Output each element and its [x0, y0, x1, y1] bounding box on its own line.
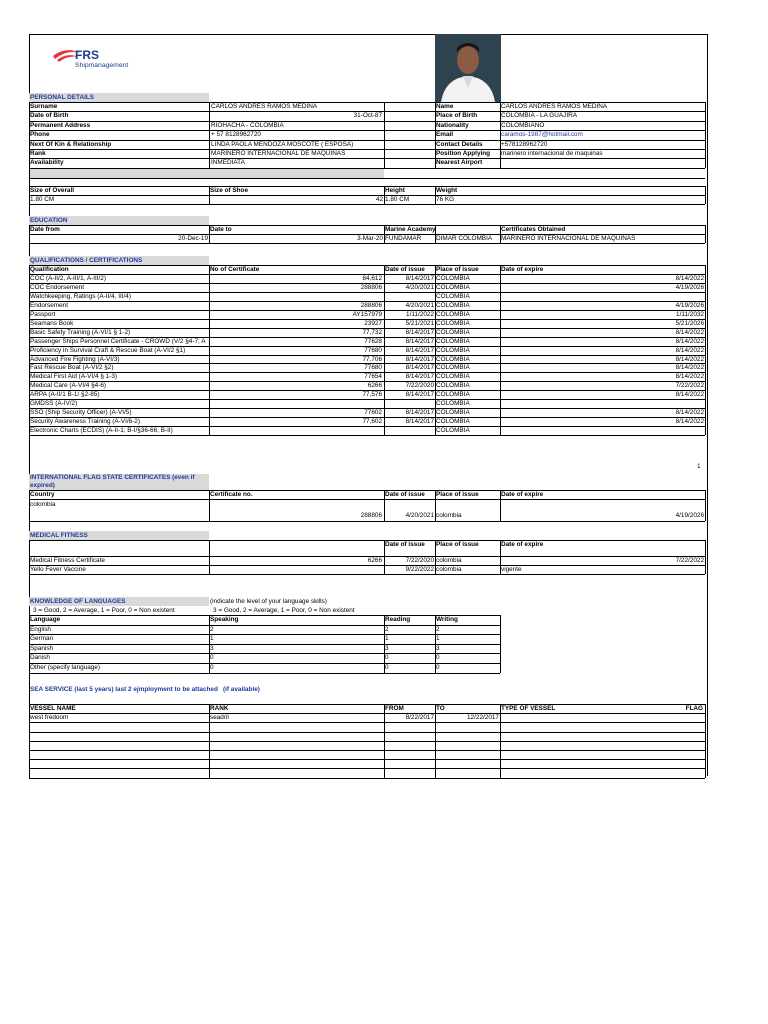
- medical-name: Medical Fitness Certificate: [30, 557, 105, 564]
- personal-label: Position Applying: [436, 150, 491, 157]
- personal-label: Place of Birth: [436, 112, 478, 120]
- qualification-name: Passenger Ships Personnel Certificate - CROWD (V/2 §4-7; A: [30, 337, 206, 345]
- personal-value: + 57 8128962720: [211, 131, 261, 139]
- qualification-number: 6266: [367, 382, 382, 390]
- qualification-name: Fast Rescue Boat (A-VI/2 §2): [30, 364, 114, 372]
- qualification-number: 77680: [364, 346, 382, 354]
- personal-value: CARLOS ANDRES RAMOS MEDINA: [211, 103, 318, 110]
- qualification-number: 77680: [364, 364, 382, 372]
- qualification-issue-date: 8/14/2017: [405, 409, 434, 417]
- personal-label: Permanent Address: [30, 121, 91, 129]
- personal-value: COLOMBIA - LA GUAJIRA: [501, 112, 577, 120]
- qualification-issue-date: 8/14/2017: [405, 355, 434, 363]
- qualification-number: 77628: [364, 337, 382, 345]
- personal-label: Date of Birth: [30, 112, 69, 120]
- medical-expiry: 7/22/2022: [675, 557, 704, 564]
- qualification-issue-date: 8/14/2017: [405, 274, 434, 282]
- flag-issue-date: 4/20/2021: [405, 512, 434, 519]
- qualification-issue-date: 1/11/2022: [406, 310, 434, 318]
- qualification-issue-date: 8/14/2017: [405, 346, 434, 354]
- qualification-place: COLOMBIA: [436, 391, 470, 399]
- language-level: 0: [385, 664, 389, 671]
- personal-value: COLOMBIANO: [501, 121, 545, 129]
- sea-header: FROM: [385, 705, 404, 712]
- personal-label: Phone: [30, 131, 50, 139]
- section-flag-state: INTERNATIONAL FLAG STATE CERTIFICATES (even if expired): [30, 474, 195, 489]
- frame-top: [29, 34, 708, 35]
- flag-header: Date of issue: [385, 491, 425, 498]
- qualification-place: COLOMBIA: [436, 274, 470, 282]
- personal-label: Surname: [30, 103, 58, 110]
- qualification-name: Watchkeeping, Ratings (A-II/4, III/4): [30, 292, 131, 300]
- personal-label: Contact Details: [436, 140, 483, 148]
- qualification-number: 77,732: [362, 328, 382, 336]
- languages-note: (indicate the level of your language skills): [210, 598, 327, 605]
- language-level: 1: [436, 635, 440, 643]
- qualification-issue-date: 4/20/2021: [405, 283, 434, 291]
- section-medical-fitness: MEDICAL FITNESS: [30, 532, 88, 539]
- size-header: Height: [385, 187, 405, 194]
- qualification-name: Passport: [30, 310, 56, 318]
- education-value: MARINERO INTERNACIONAL DE MAQUINAS: [501, 235, 636, 242]
- language-name: Other (specify language): [30, 664, 100, 671]
- qualification-issue-date: 4/20/2021: [405, 301, 434, 309]
- qualification-expiry: 7/22/2022: [675, 382, 704, 390]
- language-name: English: [30, 625, 51, 633]
- qualification-expiry: 5/21/2026: [675, 319, 704, 327]
- section-sea-service: SEA SERVICE (last 5 years) last 2 ejmployment to be attached: [30, 686, 218, 693]
- qualification-number: 77,576: [362, 391, 382, 399]
- section-qualifications: QUALIFICATIONS / CERTIFICATIONS: [30, 257, 143, 264]
- qualification-name: Security Awareness Training (A-VI/6-2): [30, 418, 140, 426]
- sea-header: TO: [436, 705, 445, 712]
- qualification-number: 77654: [364, 373, 382, 381]
- medical-place: colombia: [436, 557, 462, 564]
- languages-scale-2: 3 = Good, 2 = Average, 1 = Poor, 0 = Non existent: [213, 607, 355, 614]
- personal-value: INMEDIATA: [211, 159, 245, 167]
- language-level: 3: [210, 644, 214, 652]
- qualification-number: 84,612: [362, 274, 382, 282]
- education-value: 3-Mar-20: [357, 235, 383, 242]
- flag-header: Certificate no.: [210, 491, 253, 498]
- qualification-name: Electronic Charts (ECDIS) (A-II-1; B-I/§36-66, B-II): [30, 427, 173, 435]
- qualification-number: 77,706: [362, 355, 382, 363]
- medical-place: colombia: [436, 566, 462, 573]
- qualification-name: Seamans Book: [30, 319, 74, 327]
- languages-scale-1: 3 = Good, 2 = Average, 1 = Poor, 0 = Non existent: [33, 607, 175, 614]
- flag-header: Place of issue: [436, 491, 479, 498]
- qualification-place: COLOMBIA: [436, 283, 470, 291]
- flag-header: Date of expire: [501, 491, 544, 498]
- medical-header: Date of expire: [501, 541, 544, 548]
- language-level: 2: [436, 625, 440, 633]
- qualification-name: GMDSS (A-IV/2): [30, 400, 78, 408]
- qualification-place: COLOMBIA: [436, 364, 470, 372]
- qualification-expiry: 8/14/2022: [675, 355, 704, 363]
- qualification-place: COLOMBIA: [436, 292, 470, 300]
- education-header: Date to: [210, 226, 232, 233]
- education-header: Date from: [30, 226, 60, 233]
- qualification-issue-date: 8/14/2017: [405, 364, 434, 372]
- sea-header: RANK: [210, 705, 229, 712]
- personal-value: CARLOS ANDRES RAMOS MEDINA: [501, 103, 608, 110]
- language-name: Danish: [30, 654, 50, 662]
- personal-label: Name: [436, 103, 454, 110]
- medical-issue-date: 9/22/2022: [405, 566, 434, 573]
- section-education: EDUCATION: [30, 217, 68, 224]
- personal-label: Next Of Kin & Relationship: [30, 140, 112, 148]
- flag-country: colombia: [30, 501, 56, 508]
- education-value: 20-Dec-19: [178, 235, 208, 242]
- cv-document: [29, 34, 708, 776]
- size-value: 1.80 CM: [385, 196, 410, 203]
- language-level: 2: [210, 625, 214, 633]
- qualification-expiry: 4/19/2026: [675, 301, 704, 309]
- qualification-name: Basic Safety Training (A-VI/1 § 1-2): [30, 328, 131, 336]
- language-header: Speaking: [210, 616, 239, 623]
- size-value: 42: [375, 196, 383, 203]
- sea-rank: seadril: [210, 714, 229, 722]
- language-level: 3: [385, 644, 389, 652]
- logo-subtitle: Shipmanagement: [75, 62, 129, 69]
- qualification-place: COLOMBIA: [436, 319, 470, 327]
- qualification-issue-date: 5/21/2021: [405, 319, 434, 327]
- personal-value: LINDA PAOLA MENDOZA MOSCOTE ( ESPOSA): [211, 140, 354, 148]
- applicant-photo: [435, 34, 501, 102]
- qualification-name: COC (A-II/2, A-III/1, A-III/2): [30, 274, 106, 282]
- medical-issue-date: 7/22/2020: [405, 557, 434, 564]
- qualification-expiry: 8/14/2022: [675, 418, 704, 426]
- qualification-name: Medical Care (A-VI/4 §4-6): [30, 382, 107, 390]
- qualification-issue-date: 8/14/2017: [405, 418, 434, 426]
- qualification-place: COLOMBIA: [436, 382, 470, 390]
- qualification-place: COLOMBIA: [436, 346, 470, 354]
- qualification-place: COLOMBIA: [436, 301, 470, 309]
- section-languages: KNOWLEDGE OF LANGUAGES: [30, 598, 126, 605]
- flag-expiry: 4/19/2026: [675, 512, 704, 519]
- qualification-header: Place of issue: [436, 266, 479, 273]
- personal-value: +578128962720: [501, 140, 548, 148]
- personal-label: Rank: [30, 150, 46, 157]
- size-header: Size of Shoe: [210, 187, 248, 194]
- qualification-issue-date: 8/14/2017: [405, 337, 434, 345]
- personal-value: RIOHACHA - COLOMBIA: [211, 121, 284, 129]
- flag-header: Country: [30, 491, 55, 498]
- personal-label: Nearest Airport: [436, 159, 483, 167]
- qualification-issue-date: 7/22/2020: [405, 382, 434, 390]
- language-header: Reading: [385, 616, 411, 623]
- personal-label: Email: [436, 131, 454, 139]
- personal-value: MARINERO INTERNACIONAL DE MAQUINAS: [211, 150, 346, 157]
- qualification-name: Advanced Fire Fighting (A-VI/3): [30, 355, 120, 363]
- qualification-expiry: 8/14/2022: [675, 409, 704, 417]
- qualification-expiry: 8/14/2022: [675, 391, 704, 399]
- language-level: 3: [436, 644, 440, 652]
- flag-place: colombia: [436, 512, 462, 519]
- qualification-header: Qualification: [30, 266, 69, 273]
- qualification-number: 23927: [364, 319, 382, 327]
- qualification-expiry: 8/14/2022: [675, 328, 704, 336]
- language-header: Language: [30, 616, 61, 623]
- section-personal-details: PERSONAL DETAILS: [30, 94, 95, 101]
- language-name: Spanish: [30, 644, 54, 652]
- language-level: 1: [385, 635, 389, 643]
- education-value: DIMAR COLOMBIA: [436, 235, 493, 242]
- language-header: Writing: [436, 616, 458, 623]
- sea-header: TYPE OF VESSEL: [501, 705, 556, 712]
- sea-to: 12/22/2017: [467, 714, 499, 722]
- qualification-header: Date of expire: [501, 266, 544, 273]
- language-level: 0: [385, 654, 389, 662]
- qualification-place: COLOMBIA: [436, 400, 470, 408]
- language-level: 0: [210, 654, 214, 662]
- medical-expiry: vigente: [501, 566, 522, 573]
- flag-certificate-no: 288806: [360, 512, 382, 519]
- language-name: German: [30, 635, 54, 643]
- sea-header: VESSEL NAME: [30, 705, 76, 712]
- personal-label: Nationality: [436, 121, 469, 129]
- qualification-number: 288806: [360, 283, 382, 291]
- qualification-place: COLOMBIA: [436, 310, 470, 318]
- personal-value: caramos-1987@hotmail.com: [501, 131, 583, 139]
- qualification-issue-date: 8/14/2017: [405, 328, 434, 336]
- qualification-name: Endorsement: [30, 301, 69, 309]
- qualification-place: COLOMBIA: [436, 427, 470, 435]
- qualification-issue-date: 8/14/2017: [405, 373, 434, 381]
- sea-service-note: (if available): [223, 686, 260, 693]
- sea-header: FLAG: [685, 705, 703, 712]
- qualification-number: 288806: [360, 301, 382, 309]
- sea-from: 8/22/2017: [405, 714, 434, 722]
- qualification-expiry: 4/19/2026: [675, 283, 704, 291]
- qualification-place: COLOMBIA: [436, 328, 470, 336]
- qualification-place: COLOMBIA: [436, 373, 470, 381]
- language-level: 0: [436, 654, 440, 662]
- size-header: Weight: [436, 187, 458, 194]
- page-number: 1: [697, 463, 701, 470]
- qualification-number: AY157979: [352, 310, 382, 318]
- language-level: 1: [210, 635, 214, 643]
- qualification-expiry: 8/14/2022: [675, 373, 704, 381]
- personal-label: Availability: [30, 159, 64, 167]
- qualification-expiry: 8/14/2022: [675, 274, 704, 282]
- qualification-expiry: 8/14/2022: [675, 337, 704, 345]
- medical-name: Yello Fever Vaccine: [30, 566, 86, 573]
- education-header: Marine Academy: [385, 226, 436, 233]
- size-value: 1.80 CM: [30, 196, 55, 203]
- qualification-number: 77602: [364, 409, 382, 417]
- personal-value: marinero internacional de maquinas: [501, 150, 603, 157]
- sea-vessel-name: west fredoom: [30, 714, 69, 722]
- size-value: 76 KG: [436, 196, 455, 203]
- qualification-expiry: 1/11/2032: [676, 310, 704, 318]
- education-value: FUNDAMAR: [385, 235, 422, 242]
- size-header: Size of Overall: [30, 187, 75, 194]
- qualification-number: 77,602: [362, 418, 382, 426]
- language-level: 2: [385, 625, 389, 633]
- medical-number: 6266: [367, 557, 382, 564]
- qualification-header: Date of issue: [385, 266, 425, 273]
- frame-right: [707, 34, 708, 776]
- language-level: 0: [436, 664, 440, 671]
- qualification-place: COLOMBIA: [436, 409, 470, 417]
- qualification-header: No of Certificate: [210, 266, 260, 273]
- qualification-place: COLOMBIA: [436, 355, 470, 363]
- qualification-place: COLOMBIA: [436, 418, 470, 426]
- qualification-name: Medical First Aid (A-VI/4 § 1-3): [30, 373, 118, 381]
- medical-header: Place of issue: [436, 541, 479, 548]
- medical-header: Date of issue: [385, 541, 425, 548]
- qualification-name: Proficiency in Survival Craft & Rescue Boat (A-VI/2 §1): [30, 346, 186, 354]
- qualification-expiry: 8/14/2022: [675, 364, 704, 372]
- qualification-expiry: 8/14/2022: [675, 346, 704, 354]
- qualification-issue-date: 8/14/2017: [405, 391, 434, 399]
- personal-value: 31-Oct-87: [353, 112, 382, 120]
- qualification-name: ARPA (A-II/1 B-1/ §2-85): [30, 391, 100, 399]
- qualification-name: COC Endorsement: [30, 283, 84, 291]
- logo-name: FRS: [75, 48, 99, 62]
- qualification-name: SSO (Ship Security Officer) (A-VI/5): [30, 409, 132, 417]
- education-header: Certificates Obtained: [501, 226, 566, 233]
- qualification-place: COLOMBIA: [436, 337, 470, 345]
- language-level: 0: [210, 664, 214, 671]
